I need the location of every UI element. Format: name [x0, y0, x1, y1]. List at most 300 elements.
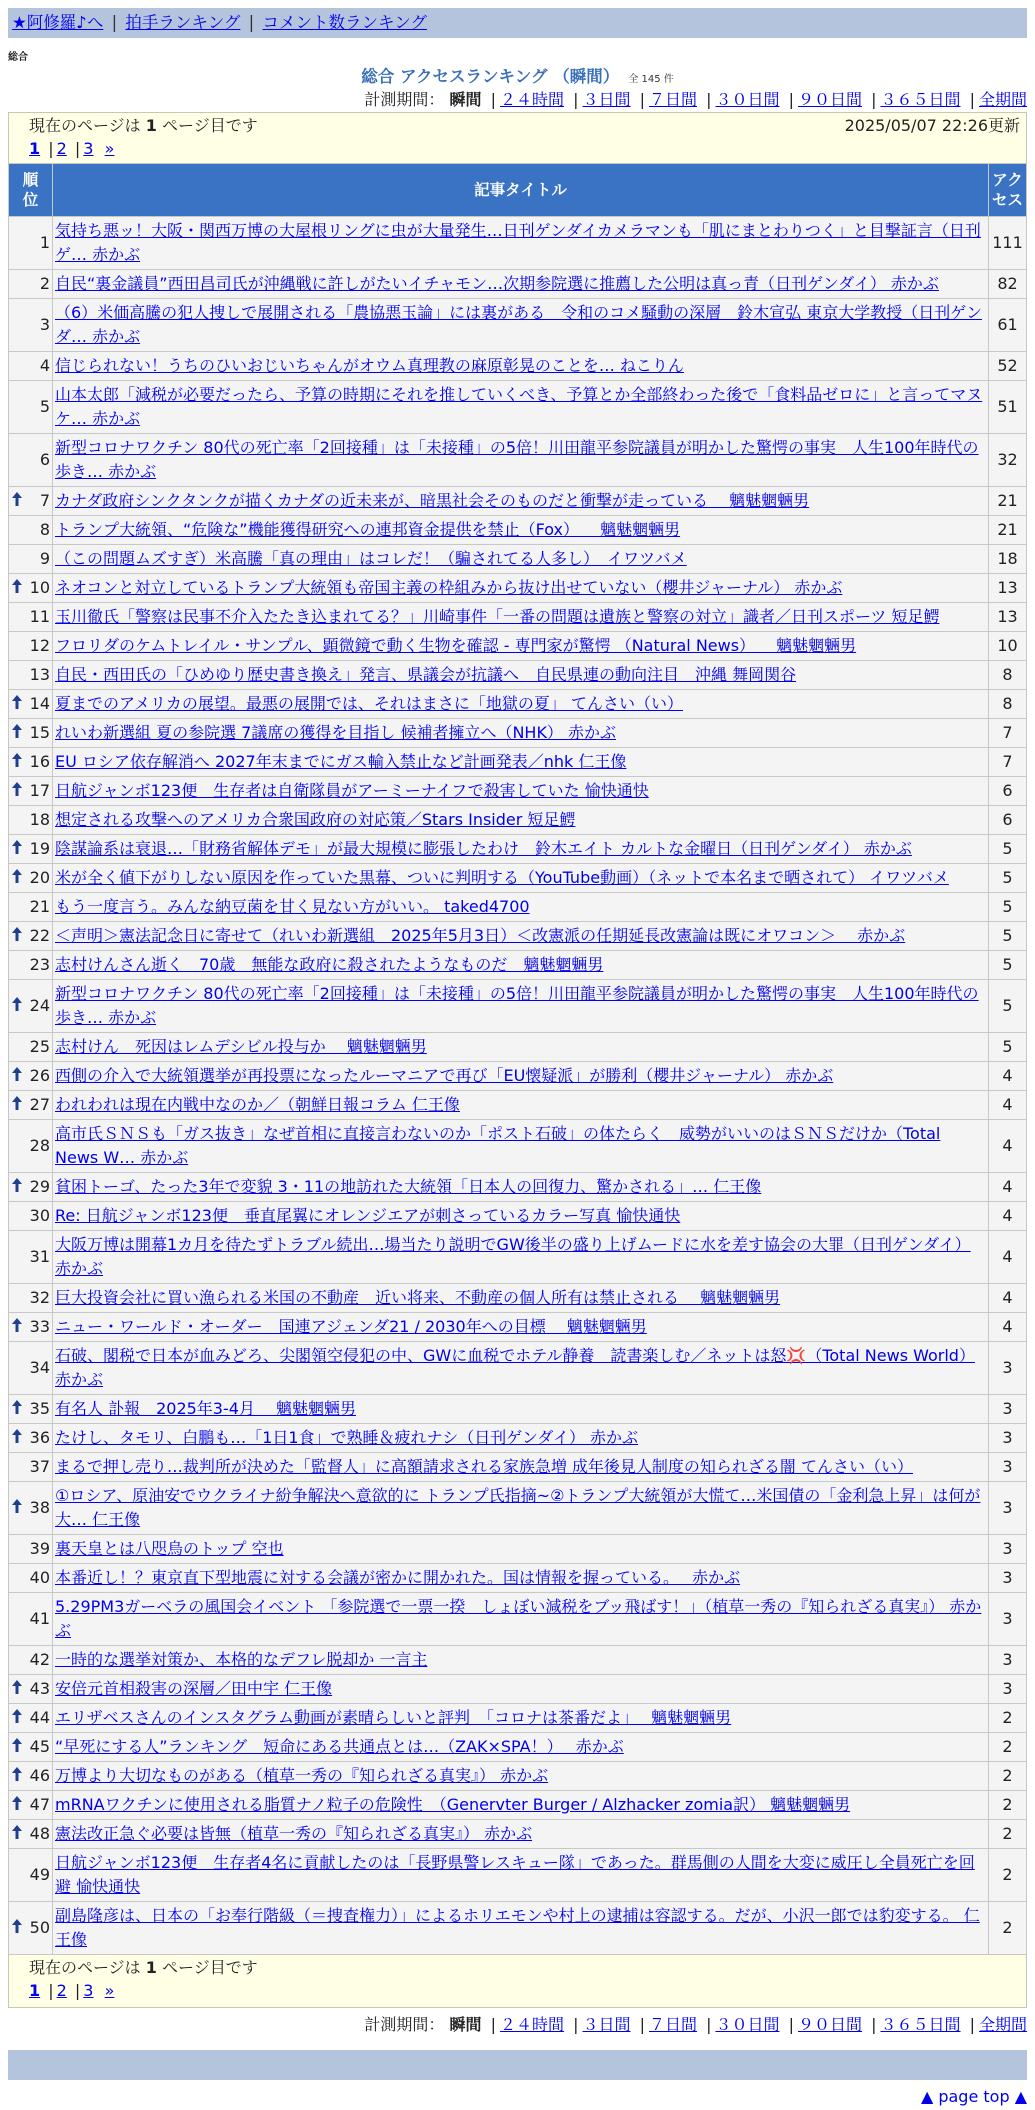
title-cell: [53, 719, 989, 748]
title-cell: [53, 1564, 989, 1593]
title-cell: [53, 1231, 989, 1284]
rank-cell: [9, 1342, 53, 1395]
access-count-cell: 2: [989, 1849, 1027, 1902]
period-link-30d[interactable]: ３０日間: [715, 90, 780, 109]
rank-cell: [9, 1646, 53, 1675]
table-row: [9, 1704, 1027, 1733]
access-count-cell: 111: [989, 217, 1027, 270]
column-header-title: 記事タイトル: [53, 164, 989, 217]
article-title-link[interactable]: 気持ち悪ッ！大阪・関西万博の大屋根リングに虫が大量発生…日刊ゲンダイカメラマンも「肌にまとわりつく」と目撃証言（日刊ゲ… 赤かぶ: [55, 221, 981, 264]
table-row: [9, 1062, 1027, 1091]
rank-cell: [9, 574, 53, 603]
table-row: [9, 864, 1027, 893]
rank-cell: [9, 1453, 53, 1482]
page-next-link[interactable]: »: [104, 1981, 115, 2000]
page-title-line: [8, 66, 1027, 88]
rank-number: 17: [29, 781, 50, 800]
rank-number: 15: [29, 723, 50, 742]
rank-number: 42: [29, 1650, 50, 1669]
rank-up-arrow-icon: [12, 1709, 22, 1726]
access-count-cell: 13: [989, 603, 1027, 632]
rank-cell: [9, 487, 53, 516]
title-cell: [53, 777, 989, 806]
rank-cell: [9, 1535, 53, 1564]
article-title-link[interactable]: もう一度言う。みんな納豆菌を甘く見ない方がいい。 taked4700: [55, 897, 530, 916]
period-link-7d[interactable]: ７日間: [648, 90, 697, 109]
rank-number: 8: [39, 520, 50, 539]
table-row: [9, 381, 1027, 434]
nav-separator: |: [248, 13, 255, 32]
access-count-cell: 8: [989, 661, 1027, 690]
table-row: [9, 1231, 1027, 1284]
article-title-link[interactable]: 陰謀論系は衰退…「財務省解体デモ」が最大規模に膨張したわけ 鈴木エイト カルトな金曜日（日刊ゲンダイ） 赤かぶ: [55, 839, 912, 858]
access-count-cell: 5: [989, 922, 1027, 951]
article-title-link[interactable]: 万博より大切なものがある（植草一秀の『知られざる真実』） 赤かぶ: [55, 1766, 549, 1785]
rank-up-arrow-icon: [12, 1318, 22, 1335]
rank-cell: [9, 661, 53, 690]
rank-up-arrow-icon: [12, 927, 22, 944]
rank-cell: [9, 1091, 53, 1120]
title-cell: [53, 1849, 989, 1902]
period-selector-top: 計測期間： 瞬間 | ２４時間 | ３日間 | ７日間 | ３０日間 | ９０日間 | ３６５日間 | 全期間: [364, 90, 1027, 109]
rank-number: 44: [29, 1708, 50, 1727]
table-row: [9, 574, 1027, 603]
table-row: [9, 1091, 1027, 1120]
article-title-link[interactable]: 西側の介入で大統領選挙が再投票になったルーマニアで再び「EU懐疑派」が勝利（櫻井ジャーナル） 赤かぶ: [55, 1066, 834, 1085]
article-title-link[interactable]: 自民・西田氏の「ひめゆり歴史書き換え」発言、県議会が抗議へ 自民県連の動向注目 沖縄 舞岡関谷: [55, 665, 797, 684]
rank-cell: [9, 603, 53, 632]
title-cell: [53, 1675, 989, 1704]
article-title-link[interactable]: 石破、閣税で日本が血みどろ、尖閣領空侵犯の中、GWに血税でホテル静養 読書楽しむ／ネットは怒💢（Total News World） 赤かぶ: [55, 1346, 975, 1389]
rank-cell: [9, 1704, 53, 1733]
rank-cell: [9, 1564, 53, 1593]
rank-number: 3: [39, 315, 50, 334]
current-period: 瞬間: [449, 90, 482, 109]
access-count-cell: 2: [989, 1820, 1027, 1849]
article-title-link[interactable]: たけし、タモリ、白鵬も…「1日1食」で熟睡＆疲れナシ（日刊ゲンダイ） 赤かぶ: [55, 1428, 639, 1447]
table-row: [9, 1173, 1027, 1202]
access-count-cell: 4: [989, 1091, 1027, 1120]
access-count-cell: 4: [989, 1062, 1027, 1091]
rank-cell: [9, 777, 53, 806]
article-title-link[interactable]: 志村けん 死因はレムデシビル投与か 魑魅魍魎男: [55, 1037, 427, 1056]
rank-cell: [9, 1820, 53, 1849]
rank-number: 33: [29, 1317, 50, 1336]
rank-number: 4: [39, 356, 50, 375]
table-row: [9, 1284, 1027, 1313]
table-row: [9, 777, 1027, 806]
access-count-cell: 3: [989, 1453, 1027, 1482]
title-cell: [53, 217, 989, 270]
article-title-link[interactable]: 米が全く値下がりしない原因を作っていた黒幕、ついに判明する（YouTube動画）（ネットで本名まで晒されて） イワツバメ: [55, 868, 949, 887]
page-link-current[interactable]: 1: [29, 1981, 41, 2000]
table-row: [9, 299, 1027, 352]
article-title-link[interactable]: （6）米価高騰の犯人捜しで展開される「農協悪玉論」には裏がある 令和のコメ騒動の深層 鈴木宣弘 東京大学教授（日刊ゲンダ… 赤かぶ: [55, 303, 982, 346]
rank-cell: [9, 217, 53, 270]
rank-cell: [9, 1762, 53, 1791]
access-count-cell: 4: [989, 1231, 1027, 1284]
page-links: 1 | 2 | 3 »: [29, 1981, 115, 2000]
top-nav: [8, 8, 1027, 38]
title-cell: [53, 661, 989, 690]
page-top-link[interactable]: ▲ page top ▲: [920, 2087, 1027, 2106]
rank-cell: [9, 352, 53, 381]
period-label: 計測期間：: [364, 90, 445, 109]
page-link-2[interactable]: 2: [56, 1981, 67, 2000]
rank-up-arrow-icon: [12, 1400, 22, 1417]
access-count-cell: 52: [989, 352, 1027, 381]
access-count-cell: 6: [989, 806, 1027, 835]
rank-number: 11: [29, 607, 50, 626]
access-count-cell: 2: [989, 1902, 1027, 1955]
period-link-90d[interactable]: ９０日間: [797, 2015, 862, 2034]
table-row: [9, 516, 1027, 545]
rank-number: 12: [29, 636, 50, 655]
rank-number: 16: [29, 752, 50, 771]
column-header-access: アクセス: [989, 164, 1027, 217]
rank-cell: [9, 980, 53, 1033]
rank-number: 22: [29, 926, 50, 945]
title-cell: [53, 1062, 989, 1091]
title-cell: [53, 1424, 989, 1453]
table-row: [9, 1202, 1027, 1231]
title-cell: [53, 864, 989, 893]
article-title-link[interactable]: 山本太郎「減税が必要だったら、予算の時期にそれを推していくべき、予算とか全部終わった後で「食料品ゼロに」と言ってマヌケ… 赤かぶ: [55, 385, 983, 428]
table-row: [9, 1395, 1027, 1424]
table-row: [9, 1593, 1027, 1646]
access-count-cell: 5: [989, 835, 1027, 864]
pager-top: [8, 112, 1027, 163]
access-count-cell: 61: [989, 299, 1027, 352]
table-row: [9, 270, 1027, 299]
article-title-link[interactable]: 志村けんさん逝く 70歳 無能な政府に殺されたようなものだ 魑魅魍魎男: [55, 955, 604, 974]
rank-cell: [9, 516, 53, 545]
title-cell: [53, 1091, 989, 1120]
title-cell: [53, 1535, 989, 1564]
article-title-link[interactable]: ネオコンと対立しているトランプ大統領も帝国主義の枠組みから抜け出せていない（櫻井ジャーナル） 赤かぶ: [55, 578, 843, 597]
page-links: 1 | 2 | 3 »: [29, 139, 115, 158]
article-title-link[interactable]: 夏までのアメリカの展望。最悪の展開では、それはまさに「地獄の夏」 てんさい（い）: [55, 694, 683, 713]
rank-cell: [9, 1284, 53, 1313]
page-link-3[interactable]: 3: [83, 1981, 94, 2000]
table-row: [9, 1820, 1027, 1849]
rank-up-arrow-icon: [12, 1767, 22, 1784]
article-title-link[interactable]: 自民“裏金議員”西田昌司氏が沖縄戦に許しがたいイチャモン…次期参院選に推薦した公明は真っ青（日刊ゲンダイ） 赤かぶ: [55, 274, 939, 293]
title-cell: [53, 690, 989, 719]
rank-cell: [9, 270, 53, 299]
title-cell: [53, 1902, 989, 1955]
rank-number: 46: [29, 1766, 50, 1785]
page-link-current[interactable]: 1: [29, 139, 41, 158]
article-title-link[interactable]: 5.29PM3ガーベラの風国会イベント 「参院選で一票一揆 しょぼい減税をブッ飛ばす！」（植草一秀の『知られざる真実』） 赤かぶ: [55, 1597, 982, 1640]
rank-up-arrow-icon: [12, 997, 22, 1014]
access-count-cell: 3: [989, 1535, 1027, 1564]
access-count-cell: 4: [989, 1120, 1027, 1173]
article-title-link[interactable]: Re: 日航ジャンボ123便 垂直尾翼にオレンジエアが刺さっているカラー写真 愉快通快: [55, 1206, 681, 1225]
access-count-cell: 3: [989, 1564, 1027, 1593]
access-count-cell: 18: [989, 545, 1027, 574]
title-cell: [53, 1313, 989, 1342]
access-count-cell: 32: [989, 434, 1027, 487]
article-title-link[interactable]: 大阪万博は開幕1カ月を待たずトラブル続出…場当たり説明でGW後半の盛り上げムードに水を差す協会の大罪（日刊ゲンダイ） 赤かぶ: [55, 1235, 971, 1278]
table-row: [9, 893, 1027, 922]
table-row: [9, 603, 1027, 632]
rank-number: 18: [29, 810, 50, 829]
access-count-cell: 5: [989, 1033, 1027, 1062]
access-count-cell: 51: [989, 381, 1027, 434]
period-link-90d[interactable]: ９０日間: [797, 90, 862, 109]
article-title-link[interactable]: ①ロシア、原油安でウクライナ紛争解決へ意欲的に トランプ氏指摘~②トランプ大統領が大慌て…米国債の「金利急上昇」は何が大… 仁王像: [55, 1486, 981, 1529]
article-title-link[interactable]: われわれは現在内戦中なのか／（朝鮮日報コラム 仁王像: [55, 1095, 460, 1114]
period-link-all[interactable]: 全期間: [978, 90, 1027, 109]
home-link[interactable]: ★阿修羅♪へ: [12, 13, 104, 32]
rank-cell: [9, 1231, 53, 1284]
title-cell: [53, 1033, 989, 1062]
page-link-3[interactable]: 3: [83, 139, 94, 158]
table-row: [9, 1120, 1027, 1173]
access-count-cell: 6: [989, 777, 1027, 806]
period-link-365d[interactable]: ３６５日間: [880, 2015, 961, 2034]
article-title-link[interactable]: ＜声明＞憲法記念日に寄せて（れいわ新選組 2025年5月3日）＜改憲派の任期延長改憲論は既にオワコン＞ 赤かぶ: [55, 926, 906, 945]
rank-number: 25: [29, 1037, 50, 1056]
access-count-cell: 5: [989, 864, 1027, 893]
rank-up-arrow-icon: [12, 724, 22, 741]
table-row: [9, 1733, 1027, 1762]
article-title-link[interactable]: 新型コロナワクチン 80代の死亡率「2回接種」は「未接種」の5倍！川田龍平参院議員が明かした驚愕の事実 人生100年時代の歩き… 赤かぶ: [55, 438, 979, 481]
rank-cell: [9, 1202, 53, 1231]
rank-number: 37: [29, 1457, 50, 1476]
rank-cell: [9, 864, 53, 893]
rank-cell: [9, 1033, 53, 1062]
current-page-text: 現在のページは 1 ページ目です: [29, 116, 258, 135]
article-title-link[interactable]: トランプ大統領、“危険な”機能獲得研究への連邦資金提供を禁止（Fox） 魑魅魍魎男: [55, 520, 681, 539]
rank-cell: [9, 1902, 53, 1955]
title-cell: [53, 951, 989, 980]
article-title-link[interactable]: れいわ新選組 夏の参院選 7議席の獲得を目指し 候補者擁立へ（NHK） 赤かぶ: [55, 723, 617, 742]
title-cell: [53, 1704, 989, 1733]
current-page-text: 現在のページは 1 ページ目です: [29, 1958, 258, 1977]
rank-number: 48: [29, 1824, 50, 1843]
period-label: 計測期間：: [364, 2015, 445, 2034]
title-cell: [53, 1593, 989, 1646]
footer-bar: [8, 2050, 1027, 2080]
page-next-link[interactable]: »: [104, 139, 115, 158]
access-count-cell: 4: [989, 1202, 1027, 1231]
table-row: [9, 719, 1027, 748]
table-row: [9, 835, 1027, 864]
period-link-all[interactable]: 全期間: [978, 2015, 1027, 2034]
title-cell: [53, 893, 989, 922]
rank-up-arrow-icon: [12, 1680, 22, 1697]
rank-cell: [9, 1593, 53, 1646]
page-top-row: [8, 2084, 1027, 2110]
rank-cell: [9, 1482, 53, 1535]
article-title-link[interactable]: EU ロシア依存解消へ 2027年末までにガス輸入禁止など計画発表／nhk 仁王像: [55, 752, 627, 771]
access-count-cell: 4: [989, 1284, 1027, 1313]
access-count-cell: 5: [989, 951, 1027, 980]
access-count-cell: 3: [989, 1593, 1027, 1646]
updated-timestamp: 2025/05/07 22:26更新: [844, 116, 1020, 135]
title-cell: [53, 487, 989, 516]
rank-up-arrow-icon: [12, 869, 22, 886]
table-row: [9, 1564, 1027, 1593]
access-count-cell: 7: [989, 719, 1027, 748]
table-row: [9, 1646, 1027, 1675]
rank-number: 39: [29, 1539, 50, 1558]
table-row: [9, 748, 1027, 777]
table-row: [9, 217, 1027, 270]
title-cell: [53, 270, 989, 299]
rank-cell: [9, 893, 53, 922]
title-cell: [53, 1173, 989, 1202]
article-title-link[interactable]: 一時的な選挙対策か、本格的なデフレ脱却か 一言主: [55, 1650, 428, 1669]
article-title-link[interactable]: ニュー・ワールド・オーダー 国連アジェンダ21 / 2030年への目標 魑魅魍魎男: [55, 1317, 647, 1336]
article-title-link[interactable]: （この問題ムズすぎ）米高騰「真の理由」はコレだ！（騙されてる人多し） イワツバメ: [55, 549, 687, 568]
period-link-7d[interactable]: ７日間: [648, 2015, 697, 2034]
table-row: [9, 1453, 1027, 1482]
article-title-link[interactable]: 玉川徹氏「警察は民事不介入たたき込まれてる？」川崎事件「一番の問題は遺族と警察の対立」識者／日刊スポーツ 短足鰐: [55, 607, 940, 626]
title-cell: [53, 545, 989, 574]
rank-number: 2: [39, 274, 50, 293]
period-link-30d[interactable]: ３０日間: [715, 2015, 780, 2034]
rank-number: 47: [29, 1795, 50, 1814]
article-title-link[interactable]: 新型コロナワクチン 80代の死亡率「2回接種」は「未接種」の5倍！川田龍平参院議員が明かした驚愕の事実 人生100年時代の歩き… 赤かぶ: [55, 984, 979, 1027]
title-cell: [53, 922, 989, 951]
access-count-cell: 13: [989, 574, 1027, 603]
article-title-link[interactable]: エリザベスさんのインスタグラム動画が素晴らしいと評判 「コロナは茶番だよ」 魑魅魍魎男: [55, 1708, 732, 1727]
table-row: [9, 352, 1027, 381]
access-count-cell: 21: [989, 516, 1027, 545]
article-title-link[interactable]: 日航ジャンボ123便 生存者は自衛隊員がアーミーナイフで殺害していた 愉快通快: [55, 781, 649, 800]
table-row: [9, 1849, 1027, 1902]
rank-cell: [9, 545, 53, 574]
title-cell: [53, 1395, 989, 1424]
table-row: [9, 1762, 1027, 1791]
article-title-link[interactable]: 高市氏ＳＮＳも「ガス抜き」なぜ首相に直接言わないのか「ポスト石破」の体たらく 威勢がいいのはＳＮＳだけか（Total News W… 赤かぶ: [55, 1124, 941, 1167]
rank-up-arrow-icon: [12, 1096, 22, 1113]
access-count-cell: 3: [989, 1675, 1027, 1704]
article-title-link[interactable]: “早死にする人”ランキング 短命にある共通点とは…（ZAK×SPA！） 赤かぶ: [55, 1737, 624, 1756]
period-link-3d[interactable]: ３日間: [582, 90, 631, 109]
access-count-cell: 21: [989, 487, 1027, 516]
page-link-2[interactable]: 2: [56, 139, 67, 158]
article-title-link[interactable]: 安倍元首相殺害の深層／田中宇 仁王像: [55, 1679, 333, 1698]
table-row: [9, 1424, 1027, 1453]
title-cell: [53, 1762, 989, 1791]
access-count-cell: 4: [989, 1173, 1027, 1202]
rank-number: 13: [29, 665, 50, 684]
article-title-link[interactable]: mRNAワクチンに使用される脂質ナノ粒子の危険性 （Genervter Burger / Alzhacker zomia訳） 魑魅魍魎男: [55, 1795, 851, 1814]
rank-cell: [9, 835, 53, 864]
access-count-cell: 5: [989, 893, 1027, 922]
rank-cell: [9, 1313, 53, 1342]
access-count-cell: 3: [989, 1342, 1027, 1395]
article-title-link[interactable]: 本番近し！？東京直下型地震に対する会議が密かに開かれた。国は情報を握っている。 赤かぶ: [55, 1568, 741, 1587]
article-title-link[interactable]: 信じられない！うちのひいおじいちゃんがオウム真理教の麻原彰晃のことを… ねこりん: [55, 356, 684, 375]
rank-number: 36: [29, 1428, 50, 1447]
table-row: [9, 1791, 1027, 1820]
table-row: [9, 1342, 1027, 1395]
table-row: [9, 806, 1027, 835]
title-cell: [53, 1202, 989, 1231]
article-title-link[interactable]: カナダ政府シンクタンクが描くカナダの近未来が、暗黒社会そのものだと衝撃が走っている 魑魅魍魎男: [55, 491, 810, 510]
period-link-24h[interactable]: ２４時間: [499, 90, 564, 109]
rank-number: 28: [29, 1136, 50, 1155]
access-count-cell: 2: [989, 1704, 1027, 1733]
period-link-365d[interactable]: ３６５日間: [880, 90, 961, 109]
rank-number: 20: [29, 868, 50, 887]
category-label: 総合: [8, 52, 28, 63]
column-header-rank: 順位: [9, 164, 53, 217]
title-cell: [53, 1342, 989, 1395]
title-cell: [53, 835, 989, 864]
table-row: [9, 661, 1027, 690]
article-title-link[interactable]: 貧困トーゴ、たった3年で変貌 3・11の地訪れた大統領「日本人の回復力、驚かされる」… 仁王像: [55, 1177, 762, 1196]
access-count-cell: 5: [989, 980, 1027, 1033]
article-title-link[interactable]: 巨大投資会社に買い漁られる米国の不動産 近い将来、不動産の個人所有は禁止される 魑魅魍魎男: [55, 1288, 781, 1307]
rank-cell: [9, 719, 53, 748]
table-row: [9, 951, 1027, 980]
article-title-link[interactable]: 日航ジャンボ123便 生存者4名に貢献したのは「長野県警レスキュー隊」であった。群馬側の人間を大変に威圧し全員死亡を回避 愉快通快: [55, 1853, 975, 1896]
rank-number: 43: [29, 1679, 50, 1698]
table-row: [9, 1313, 1027, 1342]
table-row: [9, 632, 1027, 661]
access-count-cell: 10: [989, 632, 1027, 661]
title-cell: [53, 1791, 989, 1820]
article-title-link[interactable]: まるで押し売り…裁判所が決めた「監督人」に高額請求される家族急増 成年後見人制度の知られざる闇 てんさい（い）: [55, 1457, 914, 1476]
rank-cell: [9, 1675, 53, 1704]
title-cell: [53, 1120, 989, 1173]
title-cell: [53, 806, 989, 835]
table-row: [9, 1482, 1027, 1535]
rank-number: 41: [29, 1609, 50, 1628]
title-cell: [53, 574, 989, 603]
title-cell: [53, 1482, 989, 1535]
article-title-link[interactable]: 副島隆彦は、日本の「お奉行階級（＝捜査権力）」によるホリエモンや村上の逮捕は容認する。だが、小沢一郎では豹変する。 仁王像: [55, 1906, 980, 1949]
title-cell: [53, 603, 989, 632]
rank-number: 24: [29, 996, 50, 1015]
rank-up-arrow-icon: [12, 1178, 22, 1195]
article-title-link[interactable]: 裏天皇とは八咫烏のトップ 空也: [55, 1539, 284, 1558]
article-title-link[interactable]: 憲法改正急ぐ必要は皆無（植草一秀の『知られざる真実』） 赤かぶ: [55, 1824, 533, 1843]
rank-number: 19: [29, 839, 50, 858]
rank-up-arrow-icon: [12, 782, 22, 799]
rank-cell: [9, 1791, 53, 1820]
rank-cell: [9, 299, 53, 352]
title-cell: [53, 299, 989, 352]
comment-ranking-link[interactable]: コメント数ランキング: [262, 13, 427, 32]
rank-up-arrow-icon: [12, 1738, 22, 1755]
access-count-cell: 4: [989, 1313, 1027, 1342]
rank-cell: [9, 1733, 53, 1762]
access-count-cell: 3: [989, 1424, 1027, 1453]
rank-number: 50: [29, 1918, 50, 1937]
period-link-3d[interactable]: ３日間: [582, 2015, 631, 2034]
title-cell: [53, 434, 989, 487]
clap-ranking-link[interactable]: 拍手ランキング: [125, 13, 241, 32]
ranking-table: [8, 163, 1027, 1955]
rank-number: 35: [29, 1399, 50, 1418]
rank-number: 10: [29, 578, 50, 597]
rank-up-arrow-icon: [12, 579, 22, 596]
rank-up-arrow-icon: [12, 1796, 22, 1813]
rank-number: 21: [29, 897, 50, 916]
period-link-24h[interactable]: ２４時間: [499, 2015, 564, 2034]
article-title-link[interactable]: フロリダのケムトレイル・サンプル、顕微鏡で動く生物を確認 - 専門家が驚愕 （Natural News） 魑魅魍魎男: [55, 636, 857, 655]
article-title-link[interactable]: 有名人 訃報 2025年3-4月 魑魅魍魎男: [55, 1399, 357, 1418]
article-title-link[interactable]: 想定される攻撃へのアメリカ合衆国政府の対応策／Stars Insider 短足鰐: [55, 810, 576, 829]
rank-cell: [9, 1173, 53, 1202]
